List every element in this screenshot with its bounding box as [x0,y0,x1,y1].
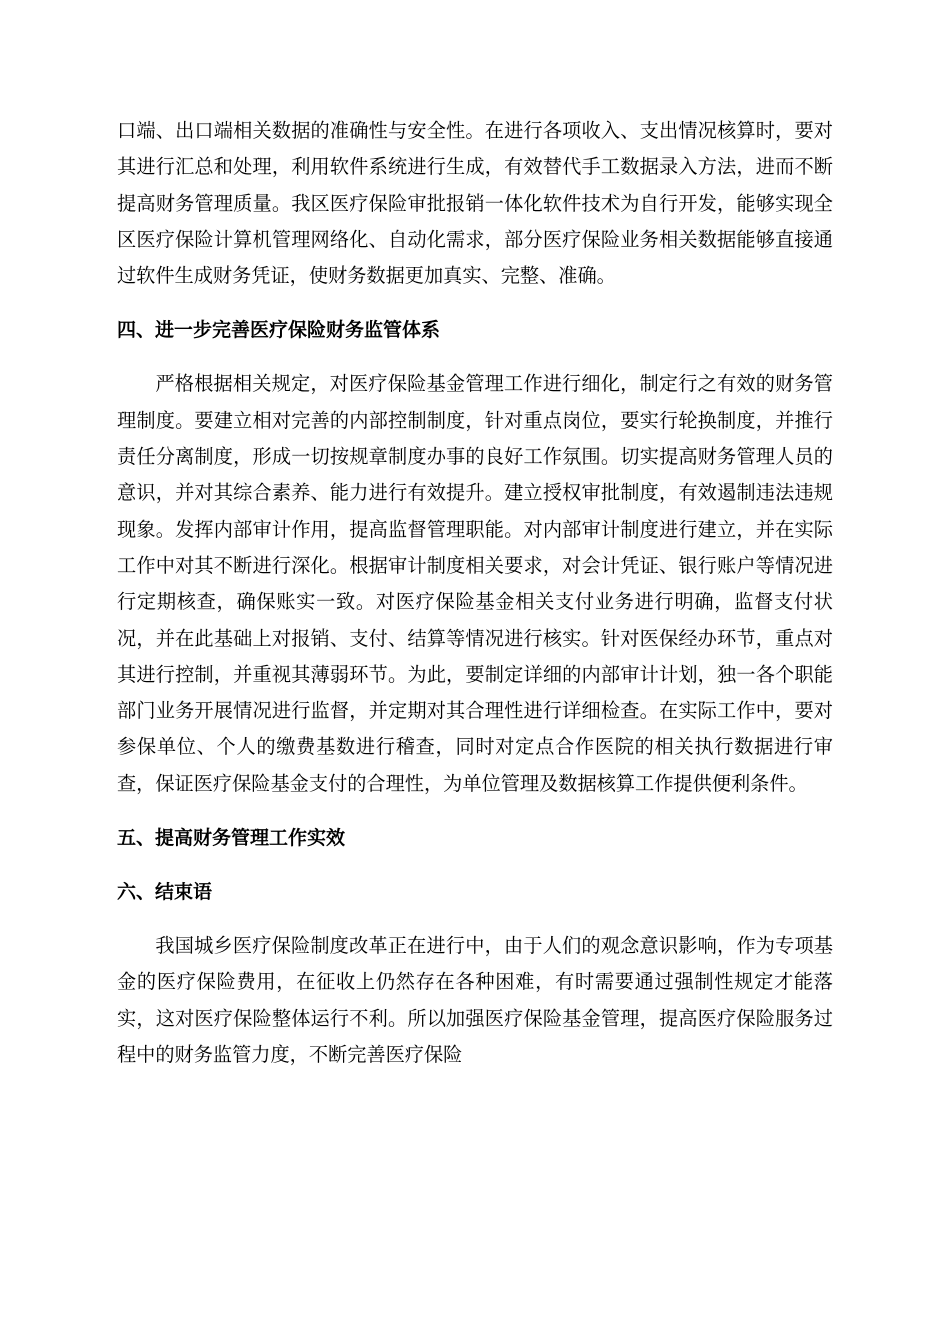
heading-section-5: 五、提高财务管理工作实效 [117,827,346,850]
heading-section-4: 四、进一步完善医疗保险财务监管体系 [117,319,441,342]
heading-section-6: 六、结束语 [117,881,213,904]
paragraph-data-accuracy: 口端、出口端相关数据的准确性与安全性。在进行各项收入、支出情况核算时，要对其进行汇总和处理，利用软件系统进行生成，有效替代手工数据录入方法，进而不断提高财务管理质量。我区医疗保险审批报销一体化软件技术为自行开发，能够实现全区医疗保险计算机管理网络化、自动化需求，部分医疗保险业务相关数据能够直接通过软件生成财务凭证，使财务数据更加真实、完整、准确。 [117,119,833,288]
paragraph-conclusion: 我国城乡医疗保险制度改革正在进行中，由于人们的观念意识影响，作为专项基金的医疗保险费用，在征收上仍然存在各种困难，有时需要通过强制性规定才能落实，这对医疗保险整体运行不利。所以加强医疗保险基金管理，提高医疗保险服务过程中的财务监管力度，不断完善医疗保险 [117,934,833,1066]
document-page [117,113,833,1091]
paragraph-financial-supervision: 严格根据相关规定，对医疗保险基金管理工作进行细化，制定行之有效的财务管理制度。要建立相对完善的内部控制制度，针对重点岗位，要实行轮换制度，并推行责任分离制度，形成一切按规章制度办事的良好工作氛围。切实提高财务管理人员的意识，并对其综合素养、能力进行有效提升。建立授权审批制度，有效遏制违法违规现象。发挥内部审计作用，提高监督管理职能。对内部审计制度进行建立，并在实际工作中对其不断进行深化。根据审计制度相关要求，对会计凭证、银行账户等情况进行定期核查，确保账实一致。对医疗保险基金相关支付业务进行明确，监督支付状况，并在此基础上对报销、支付、结算等情况进行核实。针对医保经办环节，重点对其进行控制，并重视其薄弱环节。为此，要制定详细的内部审计计划，独一各个职能部门业务开展情况进行监督，并定期对其合理性进行详细检查。在实际工作中，要对参保单位、个人的缴费基数进行稽查，同时对定点合作医院的相关执行数据进行审查，保证医疗保险基金支付的合理性，为单位管理及数据核算工作提供便利条件。 [117,372,833,795]
